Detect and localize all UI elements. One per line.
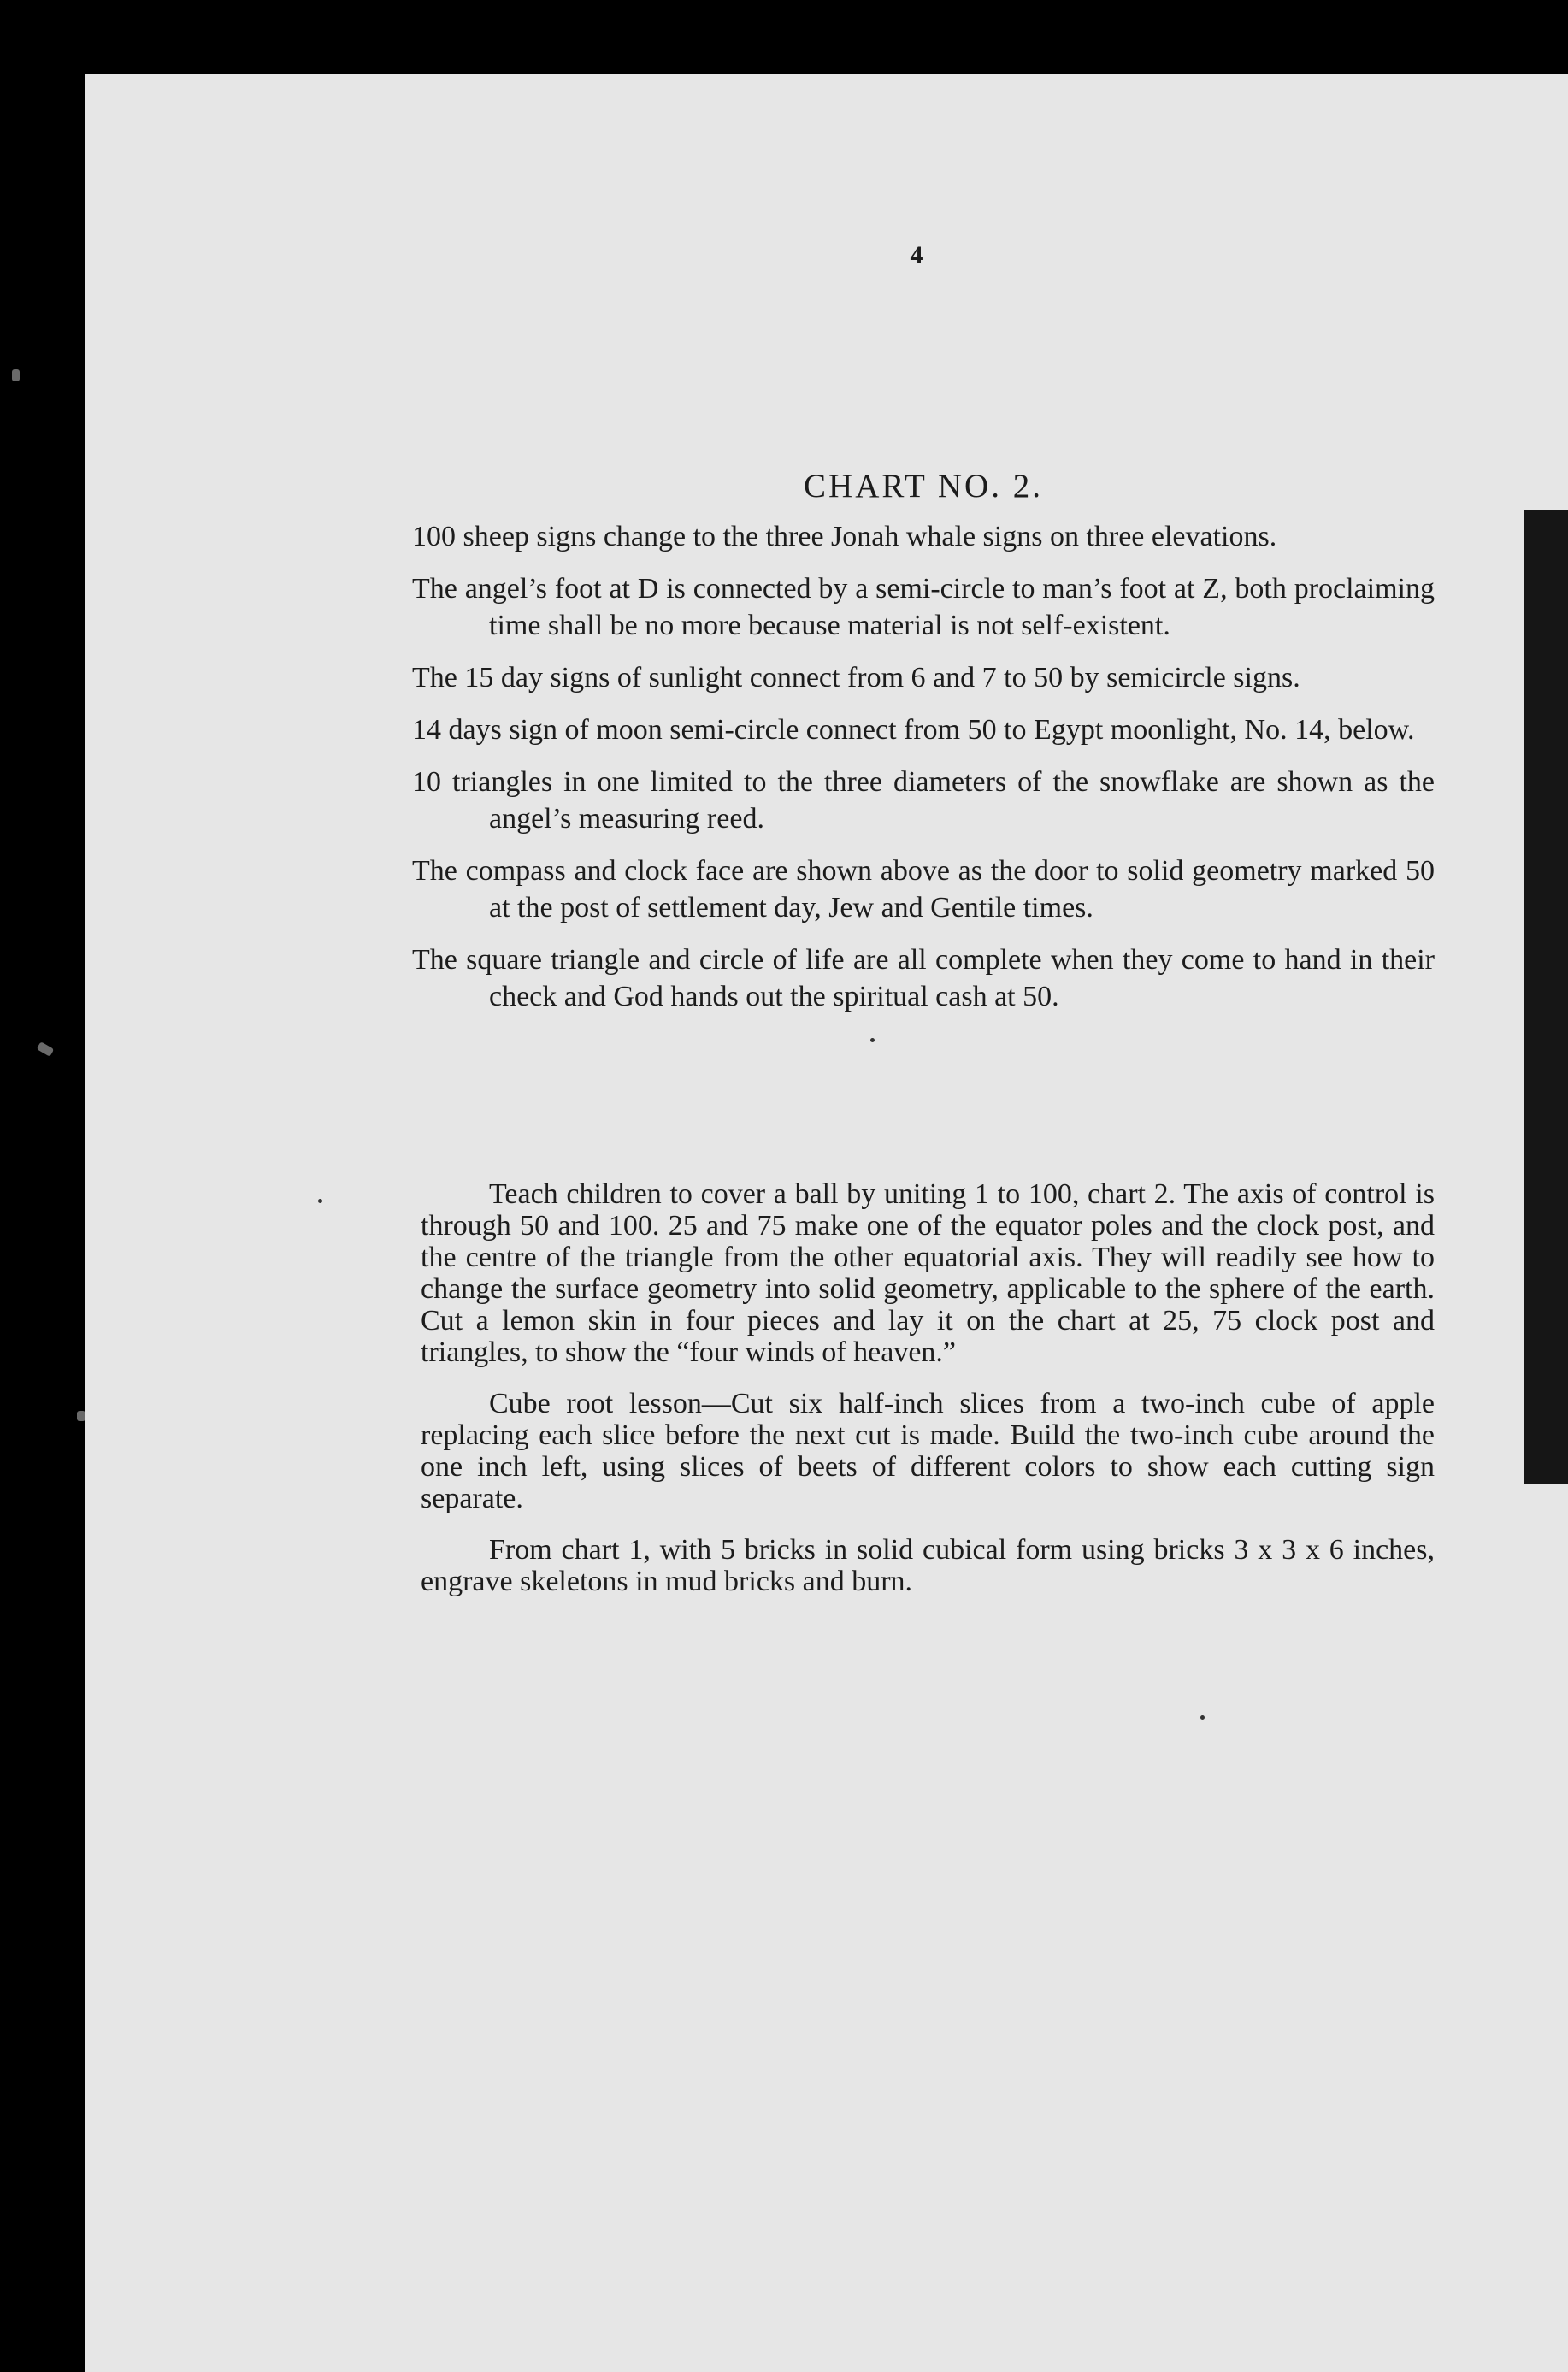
- lesson-paragraph: From chart 1, with 5 bricks in solid cubical form using bricks 3 x 3 x 6 inches, engrave skeletons in mud bricks and burn.: [421, 1534, 1435, 1597]
- chart-entry: 100 sheep signs change to the three Jonah whale signs on three elevations.: [412, 521, 1277, 552]
- scan-mark: [77, 1411, 85, 1421]
- lesson-paragraphs: [421, 1178, 1435, 1617]
- chart-entry: The 15 day signs of sunlight connect from 6 and 7 to 50 by semicircle signs.: [412, 662, 1300, 693]
- chart-entries: [412, 518, 1435, 1030]
- chart-entry: 14 days sign of moon semi-circle connect from 50 to Egypt moonlight, No. 14, below.: [412, 714, 1415, 746]
- chart-entry: The square triangle and circle of life are all complete when they come to hand in their check and God hands out the spiritual cash at 50.: [412, 944, 1435, 1012]
- scan-mark: [37, 1041, 55, 1057]
- chart-entry: The compass and clock face are shown above as the door to solid geometry marked 50 at the post of settlement day, Jew and Gentile times.: [412, 855, 1435, 923]
- chart-title: CHART NO. 2.: [804, 468, 1043, 504]
- page-number: 4: [910, 241, 923, 269]
- speck: [1200, 1715, 1205, 1720]
- chart-entry: 10 triangles in one limited to the three diameters of the snowflake are shown as the angel’s measuring reed.: [412, 766, 1435, 835]
- lesson-paragraph: Teach children to cover a ball by uniting 1 to 100, chart 2. The axis of control is through 50 and 100. 25 and 75 make one of the equator poles and the clock post, and the centre of the triangle from the other equatorial axis. They will readily see how to change the surface geometry into solid geometry, applicable to the sphere of the earth. Cut a lemon skin in four pieces and lay it on the chart at 25, 75 clock post and triangles, to show the “four winds of heaven.”: [421, 1178, 1435, 1368]
- page-edge-shadow: [1524, 510, 1568, 1484]
- scan-mark: [12, 369, 20, 381]
- speck: [870, 1038, 875, 1042]
- lesson-paragraph: Cube root lesson—Cut six half-inch slices from a two-inch cube of apple replacing each slice before the next cut is made. Build the two-inch cube around the one inch left, using slices of beets of different colors to show each cutting sign separate.: [421, 1388, 1435, 1514]
- speck: [318, 1199, 322, 1203]
- chart-entry: The angel’s foot at D is connected by a semi-circle to man’s foot at Z, both proclaiming time shall be no more because material is not self-existent.: [412, 573, 1435, 641]
